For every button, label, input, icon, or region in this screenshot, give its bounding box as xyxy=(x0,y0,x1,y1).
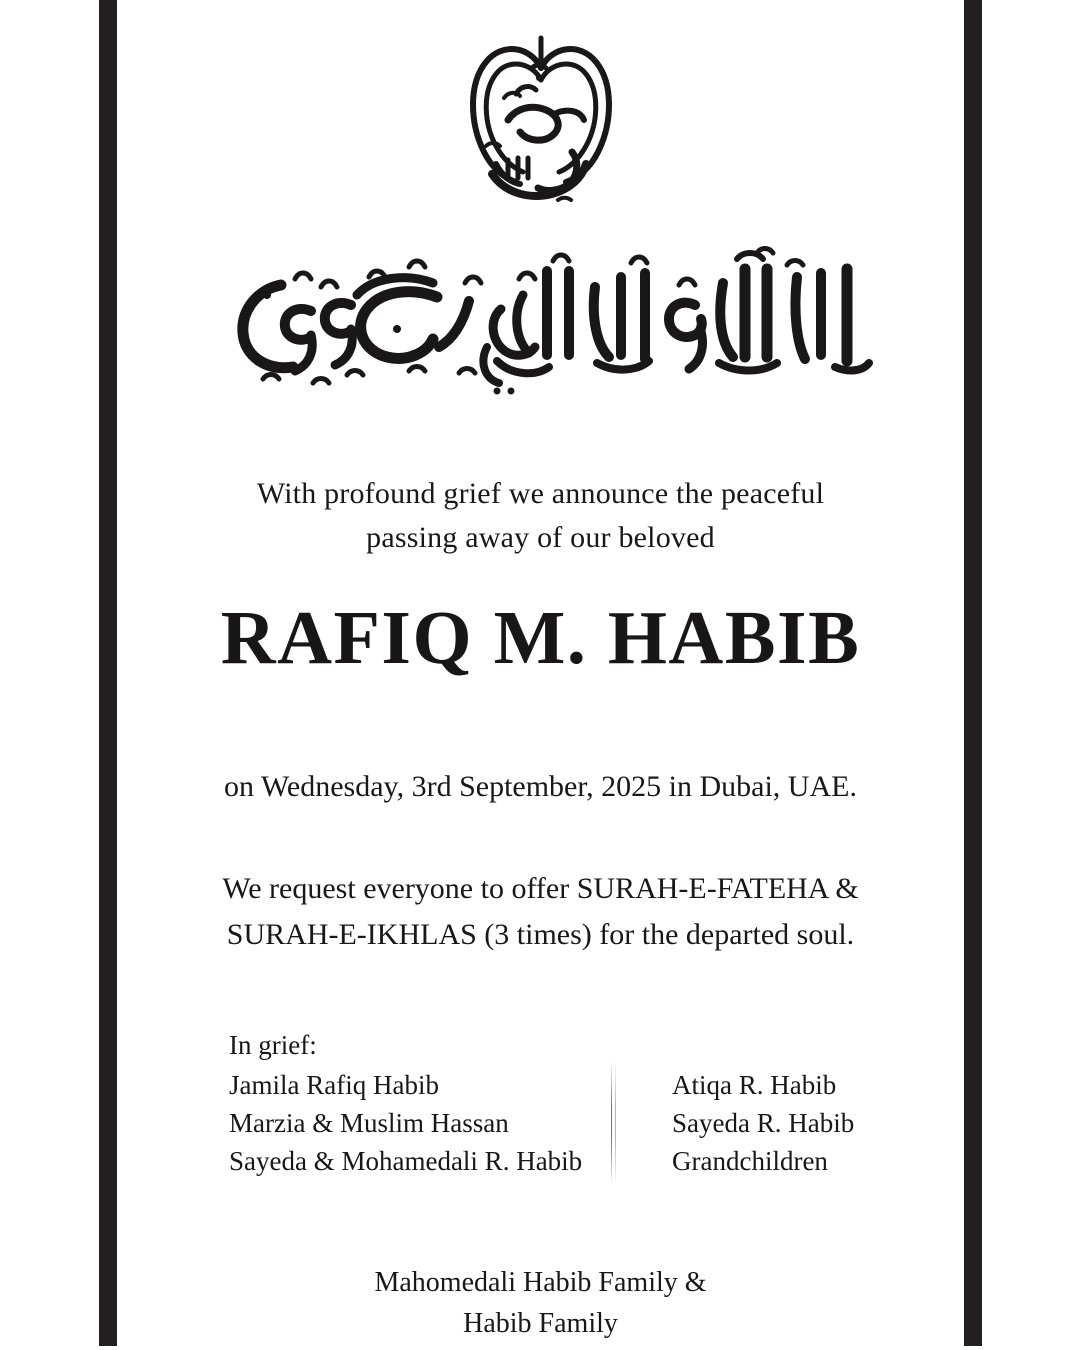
mourner-columns xyxy=(229,1066,929,1180)
family-footer-line-1: Mahomedali Habib Family & xyxy=(374,1267,707,1298)
in-grief-heading: In grief: xyxy=(229,1030,317,1060)
left-border-rule xyxy=(99,0,117,1346)
prayer-request-line-2: SURAH-E-IKHLAS (3 times) for the departed soul. xyxy=(226,918,855,951)
passing-date: on Wednesday, 3rd September, 2025 in Dubai, UAE. xyxy=(224,770,857,803)
card-content xyxy=(117,0,964,1350)
mourner-name: Sayeda R. Habib xyxy=(672,1108,855,1138)
announcement-line-2: passing away of our beloved xyxy=(366,521,715,554)
mourner-name: Jamila Rafiq Habib xyxy=(229,1070,439,1100)
right-border-rule xyxy=(964,0,982,1346)
mourner-name: Grandchildren xyxy=(672,1146,828,1176)
mourners-block xyxy=(229,1026,929,1180)
inna-lillahi-calligraphy-icon xyxy=(201,243,881,398)
column-divider xyxy=(610,1060,618,1186)
family-footer xyxy=(117,1262,964,1344)
bismillah-calligraphy-icon xyxy=(446,28,636,223)
mourner-name: Atiqa R. Habib xyxy=(672,1070,837,1100)
mourners-right-column xyxy=(624,1066,952,1180)
prayer-request-line-1: We request everyone to offer SURAH-E-FATEHA & xyxy=(222,872,859,905)
mourners-left-column xyxy=(229,1066,624,1180)
prayer-request xyxy=(117,866,964,958)
deceased-name: RAFIQ M. HABIB xyxy=(220,596,861,680)
announcement-text xyxy=(117,472,964,560)
mourner-name: Marzia & Muslim Hassan xyxy=(229,1108,509,1138)
mourner-name: Sayeda & Mohamedali R. Habib xyxy=(229,1146,583,1176)
family-footer-line-2: Habib Family xyxy=(463,1308,618,1339)
announcement-line-1: With profound grief we announce the peaceful xyxy=(256,477,825,510)
